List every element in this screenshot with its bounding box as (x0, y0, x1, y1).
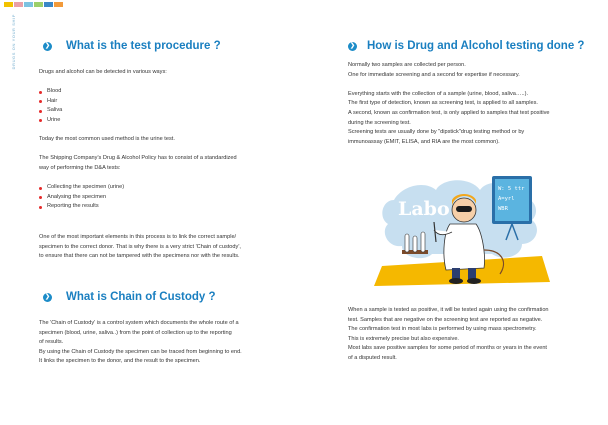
color-swatch (14, 2, 23, 7)
paragraph: Today the most common used method is the urine test. (39, 136, 175, 143)
lab-technician-illustration (372, 170, 552, 288)
paragraph-line: specimen to the correct donor. That is why there is a very strict 'Chain of custody', (39, 243, 241, 250)
list-item: Urine (39, 116, 237, 126)
heading-title: How is Drug and Alcohol testing done ? (367, 40, 585, 52)
paragraph-line: way of performing the D&A tests: (39, 164, 121, 171)
color-swatch (4, 2, 13, 7)
list-item: Reporting the results (39, 202, 237, 212)
steps-list (39, 183, 237, 212)
list-item: Blood (39, 87, 237, 97)
list-item: Saliva (39, 106, 237, 116)
section-heading-test-procedure (43, 40, 221, 52)
test-procedure-body (39, 68, 237, 212)
paragraph-line: It links the specimen to the donor, and the result to the specimen. (39, 358, 201, 365)
custody-intro-body (39, 233, 241, 262)
heading-title: What is the test procedure ? (66, 40, 221, 52)
paragraph-line: One for immediate screening and a second for expertise if necessary. (348, 71, 520, 78)
paragraph-line: One of the most important elements in this process is to link the correct sample/ (39, 234, 237, 240)
chain-of-custody-body (39, 319, 242, 367)
paragraph-line: Most labs save positive samples for some period of months or years in the event (348, 345, 547, 352)
list-item: Analysing the specimen (39, 193, 237, 203)
paragraph-line: immunoassay (EMIT, ELISA, and RIA are the most common). (348, 138, 500, 145)
list-item: Collecting the specimen (urine) (39, 183, 237, 193)
intro-text: Drugs and alcohol can be detected in various ways: (39, 69, 167, 75)
paragraph-line: The 'Chain of Custody' is a control system which documents the whole route of a (39, 320, 239, 326)
heading-title: What is Chain of Custody ? (66, 291, 216, 303)
paragraph-line: of results. (39, 339, 64, 346)
paragraph-line: test. Samples that are negative on the screening test are reported as negative. (348, 316, 543, 323)
side-running-title: DRUGS ON YOUR SHIP (11, 14, 16, 70)
paragraph-line: This is extremely precise but also expensive. (348, 335, 459, 342)
paragraph-line: to ensure that there can not be tampered with the specimens nor with the results. (39, 253, 240, 260)
paragraph-line: By using the Chain of Custody the specimen can be traced from beginning to end. (39, 348, 242, 355)
paragraph-line: Screening tests are usually done by "dipstick"drug testing method or by (348, 129, 525, 136)
paragraph-line: When a sample is tested as positive, it will be tested again using the confirmation (348, 307, 549, 313)
paragraph-line: of a disputed result. (348, 354, 397, 361)
section-heading-chain-of-custody (43, 291, 216, 303)
paragraph-line: Normally two samples are collected per person. (348, 62, 466, 68)
labo-sign: Labo (398, 198, 450, 220)
paragraph-line: A second, known as confirmation test, is only applied to samples that test positive (348, 109, 550, 116)
left-page (38, 0, 318, 425)
methods-list (39, 87, 237, 125)
paragraph-line: during the screening test. (348, 119, 411, 126)
svg-text:W: 5 ttr: W: 5 ttr (498, 186, 525, 192)
chevron-right-icon: ❯ (44, 43, 51, 49)
color-swatch (24, 2, 33, 7)
confirmation-body (348, 306, 549, 364)
list-item: Hair (39, 97, 237, 107)
paragraph-line: specimen (blood, urine, saliva..) from the point of collection up to the reporting (39, 329, 232, 336)
svg-text:WBR: WBR (498, 206, 508, 212)
testing-done-body (348, 61, 549, 147)
chevron-right-icon: ❯ (349, 43, 356, 49)
chevron-right-icon: ❯ (44, 294, 51, 300)
paragraph-line: The confirmation test in most labs is performed by using mass spectrometry. (348, 326, 537, 333)
paragraph-line: The Shipping Company's Drug & Alcohol Policy has to consist of a standardized (39, 155, 237, 162)
svg-text:A=yrl: A=yrl (498, 196, 515, 202)
section-heading-testing-done (348, 40, 584, 52)
paragraph-line: The first type of detection, known as screening test, is applied to all samples. (348, 100, 538, 107)
paragraph-line: Everything starts with the collection of a sample (urine, blood, saliva…..). (348, 90, 529, 97)
